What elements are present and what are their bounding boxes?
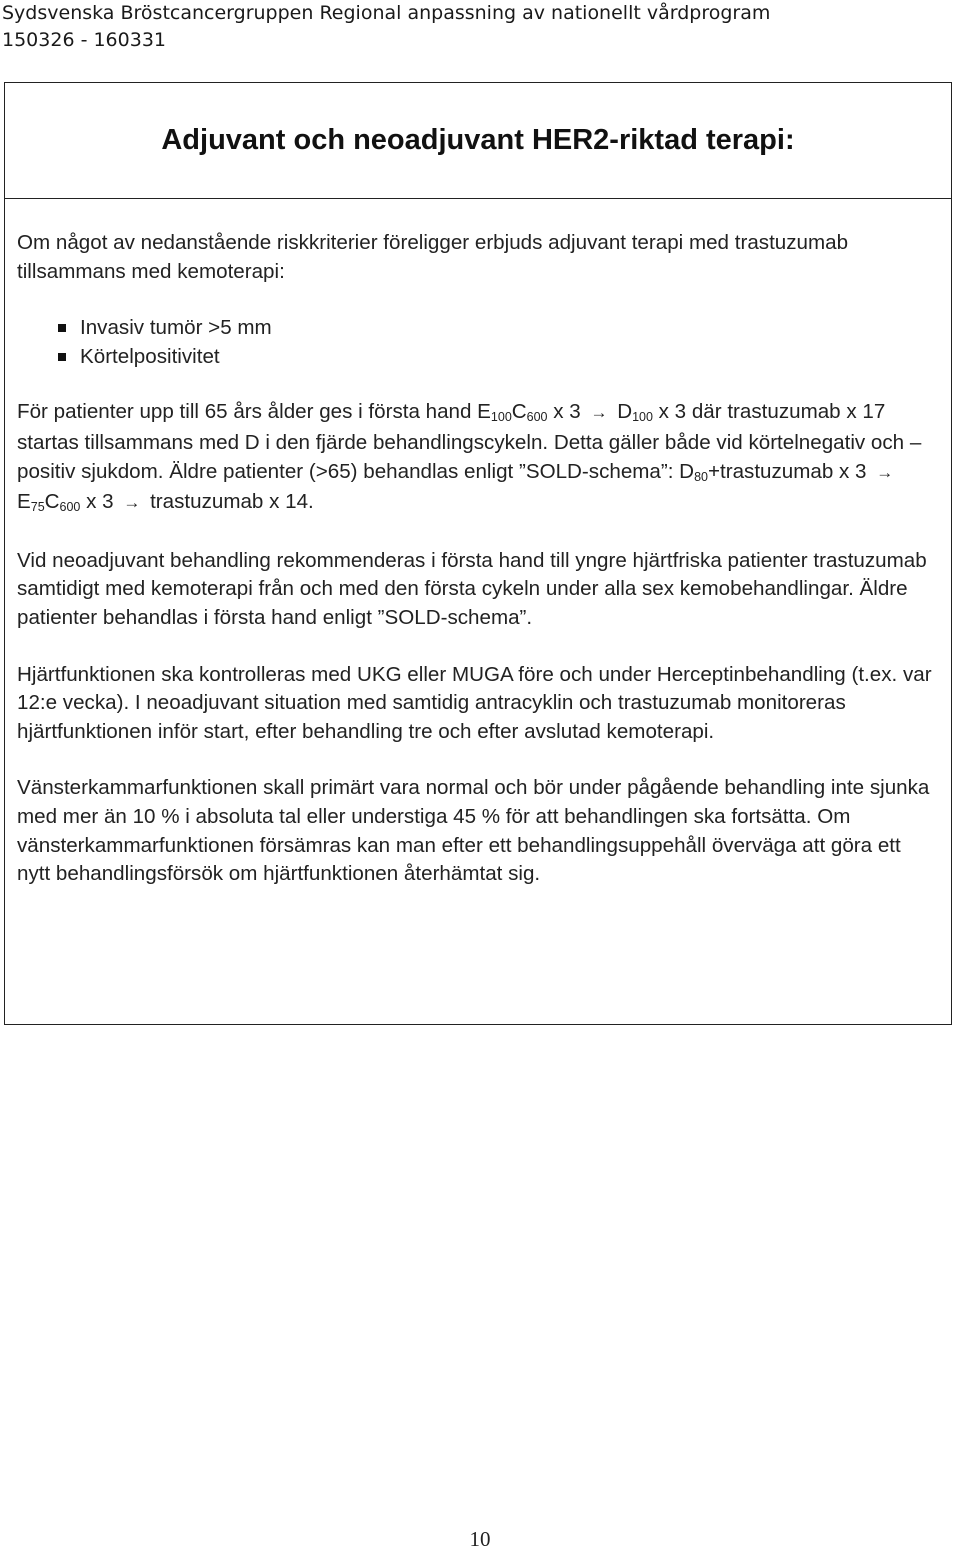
schedule-subscript: 75 bbox=[30, 500, 45, 515]
schedule-text: x 3 där trastuzumab x 17 startas tillsammans med D i den fjärde behandlingscykeln. Detta gäller både vid körtelnegativ och –positiv sjukdom. Äldre patienter (>65) behandlas enligt ”SOLD-schema”: D bbox=[17, 400, 922, 483]
heart-monitoring-paragraph: Hjärtfunktionen ska kontrolleras med UKG eller MUGA före och under Herceptinbehandling (t.ex. var 12:e vecka). I neoadjuvant situation med samtidig antracyklin och trastuzumab monitoreras hjärtfunktionen inför start, efter behandling tre och efter avslutad kemoterapi. bbox=[17, 662, 932, 743]
header-date-range: 150326 - 160331 bbox=[2, 29, 166, 51]
schedule-text: D bbox=[617, 400, 633, 424]
schedule-paragraph bbox=[17, 398, 939, 518]
square-bullet-icon bbox=[58, 353, 66, 361]
list-item-text: Invasiv tumör >5 mm bbox=[80, 316, 272, 340]
schedule-text: x 3 bbox=[547, 400, 581, 424]
schedule-subscript: 600 bbox=[526, 410, 548, 425]
schedule-text: C bbox=[511, 400, 527, 424]
box-title-row bbox=[5, 83, 951, 199]
running-header bbox=[0, 0, 960, 54]
risk-criteria-list bbox=[17, 314, 939, 371]
header-title: Sydsvenska Bröstcancergruppen Regional anpassning av nationellt vårdprogram bbox=[2, 2, 771, 24]
ventricle-function-paragraph: Vänsterkammarfunktionen skall primärt vara normal och bör under pågående behandling inte sjunka med mer än 10 % i absoluta tal eller understiga 45 % för att behandlingen ska fortsätta. Om vänsterkammarfunktionen försämras kan man efter ett behandlingsuppehåll överväga att göra ett nytt behandlingsförsök om hjärtfunktionen återhämtat sig. bbox=[17, 776, 930, 886]
schedule-subscript: 600 bbox=[59, 500, 81, 515]
arrow-right-icon: → bbox=[876, 462, 894, 482]
arrow-right-icon: → bbox=[123, 493, 141, 513]
neoadjuvant-paragraph: Vid neoadjuvant behandling rekommenderas i första hand till yngre hjärtfriska patienter trastuzumab samtidigt med kemoterapi från och med den första cykeln under alla sex kemobehandlingar. Äldre patienter behandlas i första hand enligt ”SOLD-schema”. bbox=[17, 548, 927, 629]
schedule-text: trastuzumab x 14. bbox=[150, 490, 314, 514]
box-title: Adjuvant och neoadjuvant HER2-riktad terapi: bbox=[161, 124, 795, 156]
box-content bbox=[5, 229, 951, 889]
schedule-subscript: 100 bbox=[490, 410, 512, 425]
schedule-text: C bbox=[44, 490, 60, 514]
schedule-subscript: 80 bbox=[694, 469, 708, 484]
list-item bbox=[17, 314, 939, 343]
page-number: 10 bbox=[469, 1527, 491, 1551]
schedule-text: x 3 bbox=[80, 490, 114, 514]
list-item-text: Körtelpositivitet bbox=[80, 344, 220, 368]
schedule-text: För patienter upp till 65 års ålder ges i första hand E bbox=[17, 400, 491, 424]
intro-paragraph: Om något av nedanstående riskkriterier föreligger erbjuds adjuvant terapi med trastuzumab tillsammans med kemoterapi: bbox=[17, 231, 849, 283]
schedule-text: E bbox=[17, 490, 31, 514]
arrow-right-icon: → bbox=[590, 403, 608, 423]
list-item bbox=[17, 343, 939, 372]
schedule-subscript: 100 bbox=[632, 410, 653, 425]
schedule-text: +trastuzumab x 3 bbox=[707, 459, 867, 483]
content-box bbox=[4, 82, 952, 1025]
square-bullet-icon bbox=[58, 324, 66, 332]
